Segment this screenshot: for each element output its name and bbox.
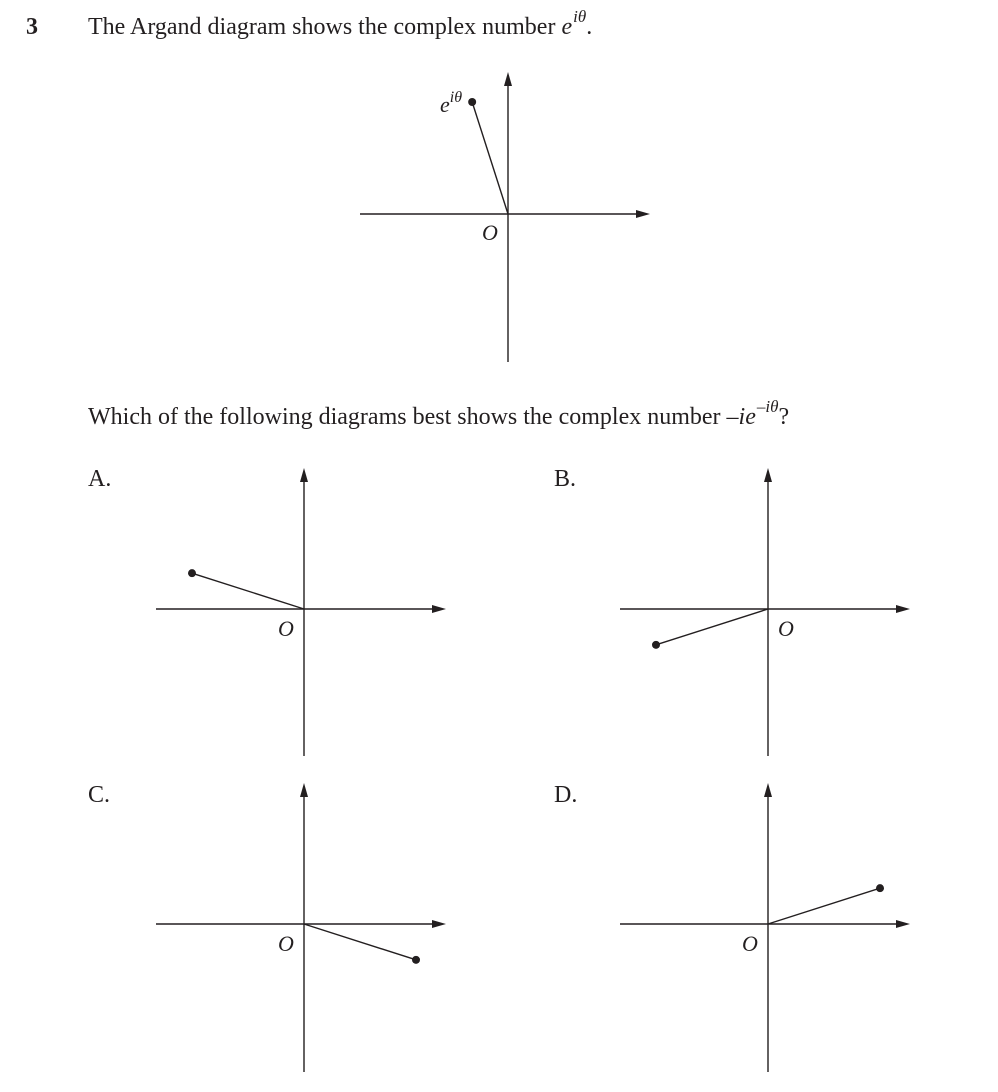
- stem-text: The Argand diagram shows the complex number: [88, 14, 562, 40]
- option-a-label: A.: [88, 466, 112, 492]
- option-d-vector: [768, 888, 880, 924]
- main-point-base: e: [440, 92, 450, 117]
- prompt-neg: –: [726, 404, 739, 430]
- stem-end: .: [586, 14, 593, 40]
- option-c-label: C.: [88, 782, 111, 808]
- main-point-exp: iθ: [449, 89, 463, 106]
- option-d-point: [876, 884, 884, 892]
- option-d-origin-label: O: [742, 931, 758, 956]
- option-d-real-axis-arrow: [896, 920, 910, 928]
- prompt-end: ?: [778, 404, 790, 430]
- option-b-origin-label: O: [778, 616, 794, 641]
- question-number: 3: [26, 14, 38, 40]
- stem-base: e: [561, 14, 573, 40]
- option-a-origin-label: O: [278, 616, 294, 641]
- main-origin-label: O: [482, 220, 498, 245]
- stem-exponent: iθ: [573, 7, 587, 26]
- prompt-base: ie: [738, 404, 756, 430]
- option-c-origin-label: O: [278, 931, 294, 956]
- option-b-label: B.: [554, 466, 577, 492]
- option-d-label: D.: [554, 782, 578, 808]
- option-d-imag-axis-arrow: [764, 783, 772, 797]
- prompt-text: Which of the following diagrams best shows the complex number: [88, 404, 727, 430]
- prompt-exponent: –iθ: [756, 397, 779, 416]
